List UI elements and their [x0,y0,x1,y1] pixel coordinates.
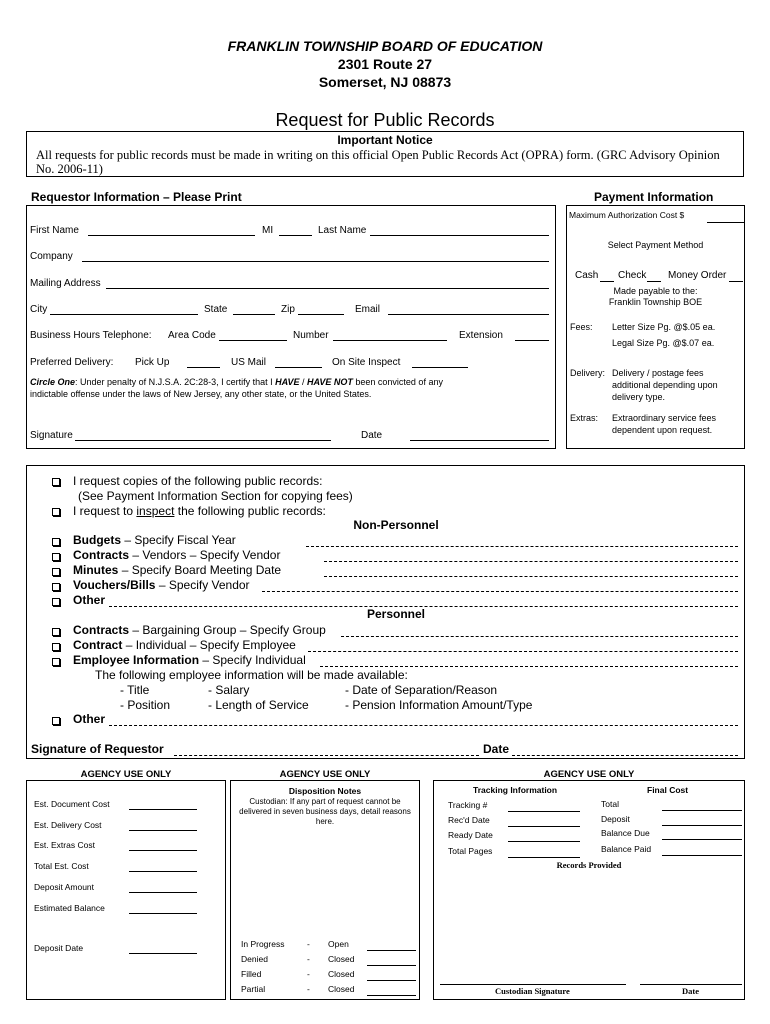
letter-fee: Letter Size Pg. @$.05 ea. [612,322,716,332]
status-value: Closed [328,969,355,979]
status-value: Closed [328,954,355,964]
vouchers-label: Vouchers/Bills [73,578,156,592]
zip-label: Zip [281,304,295,315]
emp-checkbox[interactable] [52,658,60,666]
tracking-item-label: Rec'd Date [448,815,490,825]
other2-field[interactable] [109,725,738,726]
state-label: State [204,304,228,315]
status-value: Closed [328,984,355,994]
first-name-field[interactable] [88,235,255,236]
agency1-item-label: Estimated Balance [34,903,105,913]
minutes-checkbox[interactable] [52,568,60,576]
number-field[interactable] [333,340,447,341]
fees-label: Fees: [570,322,593,332]
final-cost-item-label: Total [601,799,619,809]
status-dash: - [307,939,310,949]
zip-field[interactable] [298,314,344,315]
circle-one-line [30,377,443,387]
records-top-border [26,465,745,466]
inspect-text-b: inspect [136,504,175,518]
circle-text-1: : Under penalty of N.J.S.A. 2C:28-3, I certify that I [75,377,273,387]
notice-box [26,131,744,177]
salary-item: - Salary [208,683,250,697]
date-label: Date [361,430,383,441]
vouchers-text: – Specify Vendor [158,578,250,592]
last-name-label: Last Name [318,225,367,236]
agency1-item-field[interactable] [129,953,197,954]
status-field[interactable] [367,950,416,951]
extras-text-1: Extraordinary service fees [612,413,717,423]
signature-label: Signature [30,430,73,441]
contract-label: Contract [73,638,123,652]
requestor-heading: Requestor Information – Please Print [31,190,242,204]
pcontracts-line [73,623,326,637]
final-cost-item-label: Balance Paid [601,844,652,854]
contracts-line [73,548,280,562]
agency1-item-label: Est. Document Cost [34,799,110,809]
tracking-item-label: Ready Date [448,830,493,840]
email-field[interactable] [388,314,549,315]
form-title: Request for Public Records [275,110,495,130]
have-option[interactable]: HAVE [275,377,300,387]
final-cost-item-field[interactable] [662,855,742,856]
street-address: 2301 Route 27 [337,56,433,72]
personnel-heading: Personnel [366,607,426,621]
contract-field[interactable] [308,651,738,652]
inspect-checkbox[interactable] [52,508,60,516]
check-label: Check [618,270,647,281]
pcontracts-text: – Bargaining Group – Specify Group [132,623,326,637]
sig-date-field[interactable] [512,755,738,756]
budgets-line [73,533,236,547]
delivery-label: Preferred Delivery: [30,357,114,368]
other-line [73,593,105,607]
email-label: Email [355,304,381,315]
state-field[interactable] [233,314,275,315]
city-address: Somerset, NJ 08873 [318,74,452,90]
copies-text: I request copies of the following public records: [73,474,323,488]
pcontracts-checkbox[interactable] [52,628,60,636]
cust-sig-label: Custodian Signature [495,986,570,996]
area-code-label: Area Code [168,330,216,341]
status-dash: - [307,954,310,964]
final-cost-item-field[interactable] [662,839,742,840]
inspect-text-c: the following public records: [177,504,326,518]
final-cost-item-field[interactable] [662,825,742,826]
extension-label: Extension [459,330,503,341]
sig-requestor-label: Signature of Requestor [31,742,164,756]
contracts-checkbox[interactable] [52,553,60,561]
slash: / [302,377,305,387]
inspect-text-a: I request to [73,504,134,518]
first-name-label: First Name [30,225,79,236]
disposition-heading: Disposition Notes [288,786,362,796]
emp-field[interactable] [320,666,738,667]
payment-heading: Payment Information [594,190,714,204]
onsite-field[interactable] [412,367,468,368]
date-field[interactable] [410,440,549,441]
status-dash: - [307,969,310,979]
other-checkbox[interactable] [52,598,60,606]
nonpersonnel-heading: Non-Personnel [353,518,439,532]
budgets-field[interactable] [306,546,738,547]
title-item: - Title [120,683,150,697]
final-cost-item-field[interactable] [662,810,742,811]
agency1-item-label: Total Est. Cost [34,861,89,871]
agency1-item-label: Est. Extras Cost [34,840,95,850]
pickup-label: Pick Up [135,357,170,368]
circle-one-label: Circle One [30,377,76,387]
last-name-field[interactable] [370,235,549,236]
sep-item: - Date of Separation/Reason [345,683,498,697]
requestor-box [26,205,556,449]
agency1-item-label: Deposit Date [34,943,84,953]
contract-checkbox[interactable] [52,643,60,651]
company-label: Company [30,251,73,262]
length-item: - Length of Service [208,698,309,712]
agency1-item-label: Deposit Amount [34,882,95,892]
agency1-item-field[interactable] [129,809,197,810]
status-field[interactable] [367,995,416,996]
budgets-checkbox[interactable] [52,538,60,546]
notice-text: All requests for public records must be made in writing on this official Open Public Records Act (OPRA) form. (GRC Advisory Opinion No. 2006-11) [36,148,720,176]
tracking-item-field[interactable] [508,811,580,812]
agency1-item-field[interactable] [129,850,197,851]
agency3-heading: AGENCY USE ONLY [543,769,635,780]
city-label: City [30,304,48,315]
area-code-field[interactable] [219,340,287,341]
agency2-heading: AGENCY USE ONLY [279,769,371,780]
status-label: Denied [241,954,268,964]
org-name: FRANKLIN TOWNSHIP BOARD OF EDUCATION [227,38,543,54]
delivery-fee-label: Delivery: [570,368,606,378]
status-dash: - [307,984,310,994]
other-label: Other [73,593,106,607]
vouchers-field[interactable] [262,591,738,592]
mi-label: MI [262,225,274,236]
delivery-fee-text-3: delivery type. [612,392,666,402]
pcontracts-field[interactable] [341,636,738,637]
position-item: - Position [120,698,171,712]
other2-line [73,712,105,726]
tracking-heading: Tracking Information [473,785,558,795]
agency3-box [433,780,745,1000]
pcontracts-label: Contracts [73,623,130,637]
contracts-label: Contracts [73,548,130,562]
extras-label: Extras: [570,413,599,423]
money-order-label: Money Order [668,270,727,281]
extras-text-2: dependent upon request. [612,425,713,435]
circle-text-2: been convicted of any [355,377,443,387]
emp-line [73,653,306,667]
records-provided: Records Provided [556,860,622,870]
budgets-text: – Specify Fiscal Year [124,533,236,547]
money-order-field[interactable] [729,281,743,282]
avail-text: The following employee information will be made available: [95,668,408,682]
tracking-item-label: Tracking # [448,800,488,810]
delivery-fee-text-1: Delivery / postage fees [612,368,704,378]
payable-line-1: Made payable to the: [613,286,698,296]
cash-label: Cash [575,270,599,281]
emp-text: – Specify Individual [202,653,306,667]
status-label: In Progress [241,939,285,949]
other2-checkbox[interactable] [52,717,60,725]
agency1-item-label: Est. Delivery Cost [34,820,102,830]
contract-line [73,638,296,652]
tracking-item-field[interactable] [508,841,580,842]
minutes-text: – Specify Board Meeting Date [121,563,282,577]
max-auth-label: Maximum Authorization Cost $ [569,210,685,220]
copies-checkbox[interactable] [52,478,60,486]
final-cost-item-label: Balance Due [601,828,650,838]
extension-field[interactable] [515,340,549,341]
sig-date-label: Date [483,742,510,756]
agency1-item-field[interactable] [129,892,197,893]
city-field[interactable] [50,314,198,315]
vouchers-checkbox[interactable] [52,583,60,591]
tracking-item-field[interactable] [508,826,580,827]
number-label: Number [293,330,329,341]
mailing-field[interactable] [106,288,549,289]
minutes-line [73,563,281,577]
vouchers-line [73,578,250,592]
contracts-text: – Vendors – Specify Vendor [132,548,281,562]
minutes-field[interactable] [324,576,738,577]
cust-date-field[interactable] [640,984,742,985]
payable-line-2: Franklin Township BOE [608,297,703,307]
pension-item: - Pension Information Amount/Type [345,698,533,712]
copies-note: (See Payment Information Section for copying fees) [78,489,353,503]
status-value: Open [328,939,349,949]
mi-field[interactable] [279,235,312,236]
max-auth-field[interactable] [707,222,744,223]
onsite-label: On Site Inspect [332,357,401,368]
agency1-item-field[interactable] [129,871,197,872]
final-cost-item-label: Deposit [601,814,630,824]
bh-tel-label: Business Hours Telephone: [30,330,152,341]
delivery-fee-text-2: additional depending upon [612,380,718,390]
inspect-line [73,504,326,518]
circle-text-3: indictable offense under the laws of New Jersey, any other state, or the United States. [30,389,372,399]
signature-field[interactable] [75,440,331,441]
custodian-note: Custodian: If any part of request cannot be delivered in seven business days, detail reasons here. [239,797,411,826]
status-field[interactable] [367,980,416,981]
tracking-item-field[interactable] [508,857,580,858]
emp-label: Employee Information [73,653,200,667]
usmail-field[interactable] [275,367,322,368]
status-label: Filled [241,969,262,979]
agency1-item-field[interactable] [129,830,197,831]
minutes-label: Minutes [73,563,119,577]
contracts-field[interactable] [324,561,738,562]
status-label: Partial [241,984,266,994]
status-field[interactable] [367,965,416,966]
company-field[interactable] [82,261,549,262]
have-not-option[interactable]: HAVE NOT [307,377,353,387]
agency1-item-field[interactable] [129,913,197,914]
usmail-label: US Mail [231,357,267,368]
pickup-field[interactable] [187,367,220,368]
cust-date-label: Date [682,986,699,996]
contract-text: – Individual – Specify Employee [125,638,296,652]
sig-requestor-field[interactable] [174,755,479,756]
cash-field[interactable] [600,281,614,282]
check-field[interactable] [647,281,661,282]
budgets-label: Budgets [73,533,121,547]
cust-sig-field[interactable] [440,984,626,985]
other2-label: Other [73,712,106,726]
tracking-item-label: Total Pages [448,846,493,856]
notice-title: Important Notice [337,133,433,147]
select-payment-label: Select Payment Method [607,240,704,250]
agency1-heading: AGENCY USE ONLY [80,769,172,780]
mailing-label: Mailing Address [30,278,101,289]
final-cost-heading: Final Cost [647,785,689,795]
legal-fee: Legal Size Pg. @$.07 ea. [612,338,715,348]
